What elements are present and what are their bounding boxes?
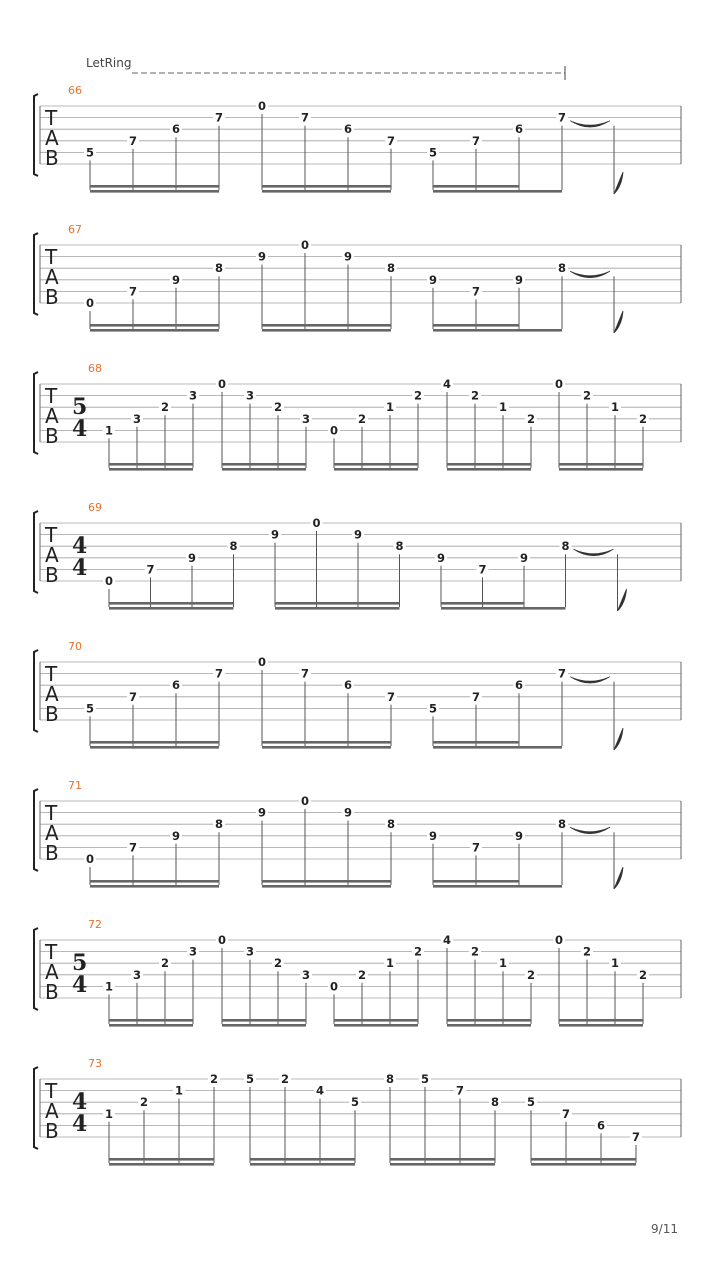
fret-number: 9: [171, 272, 181, 287]
tie-arc: [570, 121, 610, 128]
fret-number: 8: [490, 1095, 500, 1110]
fret-number: 4: [442, 377, 452, 391]
measure-number: 71: [68, 779, 82, 792]
fret-number: 7: [128, 133, 138, 148]
time-signature-bottom: 4: [72, 1111, 88, 1137]
beam-secondary: [390, 1163, 495, 1166]
ending-flag: [614, 172, 623, 194]
fret-number: 2: [470, 388, 480, 403]
beam-secondary: [262, 190, 391, 193]
fret-number: 9: [428, 272, 438, 287]
fret-number: 1: [610, 400, 620, 415]
fret-number: 6: [343, 122, 353, 137]
ending-flag: [614, 728, 623, 750]
beam-primary: [222, 463, 306, 466]
fret-number: 7: [214, 110, 224, 125]
tab-clef-letter: T: [45, 940, 58, 964]
tie-arc: [574, 549, 614, 556]
time-signature-bottom: 4: [72, 416, 88, 442]
fret-number: 5: [420, 1072, 430, 1086]
fret-number: 8: [557, 261, 567, 276]
beam-primary: [262, 741, 391, 744]
fret-number: 5: [85, 145, 95, 160]
beam-primary: [334, 463, 418, 466]
beam-secondary: [250, 1163, 355, 1166]
fret-number: 2: [280, 1072, 290, 1086]
fret-number: 1: [104, 1106, 114, 1121]
fret-number: 2: [139, 1095, 149, 1110]
page-number: 9/11: [651, 1222, 678, 1236]
fret-number: 0: [329, 979, 339, 994]
beam-primary: [109, 1019, 193, 1022]
beam-secondary: [433, 190, 562, 193]
fret-number: 3: [301, 411, 311, 426]
fret-number: 7: [471, 840, 481, 855]
measure-number: 73: [88, 1057, 102, 1070]
fret-number: 1: [104, 979, 114, 994]
tab-clef-letter: T: [45, 245, 58, 269]
beam-primary: [222, 1019, 306, 1022]
fret-number: 3: [188, 388, 198, 403]
fret-number: 7: [300, 666, 310, 681]
tab-clef-letter: B: [45, 285, 59, 309]
beam-secondary: [531, 1163, 636, 1166]
fret-number: 9: [257, 805, 267, 820]
beam-secondary: [222, 1024, 306, 1027]
fret-number: 9: [171, 828, 181, 843]
fret-number: 2: [470, 944, 480, 959]
fret-number: 0: [104, 574, 114, 588]
fret-number: 9: [514, 828, 524, 843]
fret-number: 7: [214, 666, 224, 681]
fret-number: 0: [554, 933, 564, 947]
fret-number: 9: [514, 272, 524, 287]
time-signature-bottom: 4: [72, 972, 88, 998]
fret-number: 7: [631, 1130, 641, 1144]
fret-number: 7: [128, 284, 138, 299]
tab-clef-letter: A: [45, 543, 59, 567]
measure-number: 66: [68, 84, 82, 97]
fret-number: 0: [217, 377, 227, 391]
beam-primary: [433, 324, 519, 327]
fret-number: 8: [561, 539, 570, 554]
fret-number: 5: [428, 145, 438, 160]
fret-number: 9: [187, 550, 197, 565]
beam-secondary: [262, 746, 391, 749]
fret-number: 3: [301, 967, 311, 982]
ending-flag: [614, 867, 623, 889]
time-signature-top: 4: [72, 1089, 88, 1115]
beam-secondary: [109, 607, 234, 610]
system-bracket: [34, 789, 38, 871]
fret-number: 2: [582, 944, 592, 959]
fret-number: 2: [638, 411, 648, 426]
system-bracket: [34, 94, 38, 176]
fret-number: 8: [214, 261, 224, 276]
fret-number: 2: [413, 944, 423, 959]
fret-number: 8: [214, 817, 224, 832]
beam-secondary: [109, 1163, 214, 1166]
fret-number: 2: [526, 967, 536, 982]
beam-secondary: [90, 746, 219, 749]
beam-secondary: [222, 468, 306, 471]
fret-number: 4: [315, 1083, 325, 1098]
fret-number: 3: [132, 967, 142, 982]
fret-number: 8: [386, 261, 396, 276]
beam-primary: [447, 1019, 531, 1022]
fret-number: 4: [442, 933, 452, 947]
tab-clef-letter: B: [45, 980, 59, 1004]
beam-primary: [90, 880, 219, 883]
tab-system: [34, 56, 681, 194]
tab-system: [34, 501, 681, 611]
tab-system: [34, 640, 681, 750]
time-signature-top: 5: [72, 394, 88, 420]
fret-number: 1: [385, 956, 395, 971]
tab-clef-letter: T: [45, 662, 58, 686]
beam-primary: [109, 1158, 214, 1161]
fret-number: 1: [498, 400, 508, 415]
let-ring-label: LetRing: [86, 56, 132, 70]
fret-number: 8: [385, 1072, 395, 1086]
beam-primary: [262, 185, 391, 188]
fret-number: 0: [554, 377, 564, 391]
beam-secondary: [262, 885, 391, 888]
fret-number: 6: [514, 122, 524, 137]
fret-number: 0: [329, 423, 339, 438]
tab-clef-letter: T: [45, 523, 58, 547]
fret-number: 7: [471, 133, 481, 148]
time-signature-bottom: 4: [72, 555, 88, 581]
fret-number: 9: [270, 527, 280, 542]
beam-secondary: [90, 190, 219, 193]
fret-number: 8: [557, 817, 567, 832]
beam-primary: [109, 602, 234, 605]
fret-number: 0: [85, 852, 95, 866]
beam-primary: [433, 185, 519, 188]
tab-system: [34, 1057, 681, 1166]
beam-primary: [441, 602, 524, 605]
fret-number: 2: [357, 411, 367, 426]
system-bracket: [34, 1067, 38, 1149]
measure-number: 67: [68, 223, 82, 236]
fret-number: 7: [471, 284, 481, 299]
measure-number: 72: [88, 918, 102, 931]
system-bracket: [34, 511, 38, 593]
ending-flag: [618, 589, 627, 611]
system-bracket: [34, 650, 38, 732]
fret-number: 3: [188, 944, 198, 959]
fret-number: 0: [85, 296, 95, 310]
ending-flag: [614, 311, 623, 333]
fret-number: 7: [300, 110, 310, 125]
tab-clef-letter: T: [45, 801, 58, 825]
fret-number: 0: [257, 655, 267, 669]
fret-number: 9: [343, 249, 353, 264]
beam-secondary: [275, 607, 400, 610]
beam-primary: [559, 1019, 643, 1022]
tab-clef-letter: B: [45, 841, 59, 865]
fret-number: 9: [353, 527, 363, 542]
fret-number: 2: [582, 388, 592, 403]
tie-arc: [570, 677, 610, 684]
tab-clef-letter: T: [45, 1079, 58, 1103]
beam-secondary: [109, 468, 193, 471]
tab-clef-letter: A: [45, 1099, 59, 1123]
fret-number: 0: [257, 99, 267, 113]
fret-number: 7: [146, 562, 155, 577]
beam-primary: [433, 741, 519, 744]
fret-number: 5: [526, 1095, 536, 1110]
fret-number: 7: [455, 1083, 465, 1098]
fret-number: 7: [386, 689, 396, 704]
fret-number: 7: [557, 110, 567, 125]
tab-clef-letter: A: [45, 960, 59, 984]
fret-number: 2: [273, 400, 283, 415]
beam-secondary: [441, 607, 566, 610]
fret-number: 9: [519, 550, 529, 565]
fret-number: 8: [229, 539, 238, 554]
fret-number: 8: [386, 817, 396, 832]
time-signature-top: 5: [72, 950, 88, 976]
fret-number: 1: [498, 956, 508, 971]
beam-primary: [262, 880, 391, 883]
fret-number: 2: [273, 956, 283, 971]
tab-clef-letter: A: [45, 682, 59, 706]
fret-number: 9: [257, 249, 267, 264]
beam-primary: [559, 463, 643, 466]
beam-primary: [275, 602, 400, 605]
tie-arc: [570, 827, 610, 834]
fret-number: 0: [300, 794, 310, 808]
tab-clef-letter: B: [45, 1119, 59, 1143]
tab-clef-letter: A: [45, 126, 59, 150]
tab-clef-letter: A: [45, 265, 59, 289]
fret-number: 6: [514, 678, 524, 693]
beam-secondary: [433, 885, 562, 888]
fret-number: 9: [343, 805, 353, 820]
fret-number: 2: [160, 400, 170, 415]
fret-number: 0: [300, 238, 310, 252]
fret-number: 2: [209, 1072, 219, 1086]
tab-system: [34, 362, 681, 471]
beam-secondary: [447, 1024, 531, 1027]
fret-number: 6: [343, 678, 353, 693]
beam-primary: [334, 1019, 418, 1022]
measure-number: 70: [68, 640, 82, 653]
fret-number: 0: [217, 933, 227, 947]
fret-number: 3: [132, 411, 142, 426]
fret-number: 2: [638, 967, 648, 982]
beam-primary: [390, 1158, 495, 1161]
beam-secondary: [90, 329, 219, 332]
fret-number: 7: [561, 1106, 571, 1121]
tab-clef-letter: T: [45, 106, 58, 130]
beam-secondary: [559, 1024, 643, 1027]
measure-number: 69: [88, 501, 102, 514]
system-bracket: [34, 233, 38, 315]
fret-number: 3: [245, 944, 255, 959]
beam-secondary: [334, 468, 418, 471]
fret-number: 2: [526, 411, 536, 426]
fret-number: 3: [245, 388, 255, 403]
system-bracket: [34, 928, 38, 1010]
tab-clef-letter: B: [45, 424, 59, 448]
fret-number: 7: [128, 689, 138, 704]
fret-number: 9: [436, 550, 446, 565]
beam-secondary: [433, 329, 562, 332]
fret-number: 2: [357, 967, 367, 982]
beam-primary: [447, 463, 531, 466]
tab-clef-letter: A: [45, 404, 59, 428]
tab-system: [34, 779, 681, 889]
tab-system: [34, 918, 681, 1027]
beam-primary: [262, 324, 391, 327]
fret-number: 7: [128, 840, 138, 855]
fret-number: 7: [557, 666, 567, 681]
fret-number: 1: [174, 1083, 184, 1098]
tie-arc: [570, 271, 610, 278]
tab-clef-letter: B: [45, 563, 59, 587]
fret-number: 1: [104, 423, 114, 438]
time-signature-top: 4: [72, 533, 88, 559]
fret-number: 7: [386, 133, 396, 148]
beam-secondary: [262, 329, 391, 332]
fret-number: 1: [385, 400, 395, 415]
tab-clef-letter: A: [45, 821, 59, 845]
beam-secondary: [109, 1024, 193, 1027]
tab-clef-letter: T: [45, 384, 58, 408]
beam-primary: [531, 1158, 636, 1161]
fret-number: 1: [610, 956, 620, 971]
fret-number: 2: [160, 956, 170, 971]
fret-number: 5: [245, 1072, 255, 1086]
beam-primary: [109, 463, 193, 466]
beam-primary: [250, 1158, 355, 1161]
fret-number: 5: [428, 701, 438, 716]
beam-primary: [433, 880, 519, 883]
fret-number: 7: [471, 689, 481, 704]
measure-number: 68: [88, 362, 102, 375]
fret-number: 2: [413, 388, 423, 403]
fret-number: 7: [478, 562, 487, 577]
tab-clef-letter: B: [45, 146, 59, 170]
beam-secondary: [433, 746, 562, 749]
fret-number: 6: [171, 122, 181, 137]
fret-number: 0: [312, 516, 321, 530]
tab-system: [34, 223, 681, 333]
fret-number: 5: [85, 701, 95, 716]
beam-secondary: [447, 468, 531, 471]
tab-clef-letter: B: [45, 702, 59, 726]
beam-secondary: [90, 885, 219, 888]
fret-number: 8: [395, 539, 404, 554]
fret-number: 9: [428, 828, 438, 843]
fret-number: 5: [350, 1095, 360, 1110]
beam-primary: [90, 324, 219, 327]
fret-number: 6: [596, 1118, 606, 1133]
beam-primary: [90, 185, 219, 188]
beam-secondary: [559, 468, 643, 471]
system-bracket: [34, 372, 38, 454]
fret-number: 6: [171, 678, 181, 693]
beam-primary: [90, 741, 219, 744]
beam-secondary: [334, 1024, 418, 1027]
